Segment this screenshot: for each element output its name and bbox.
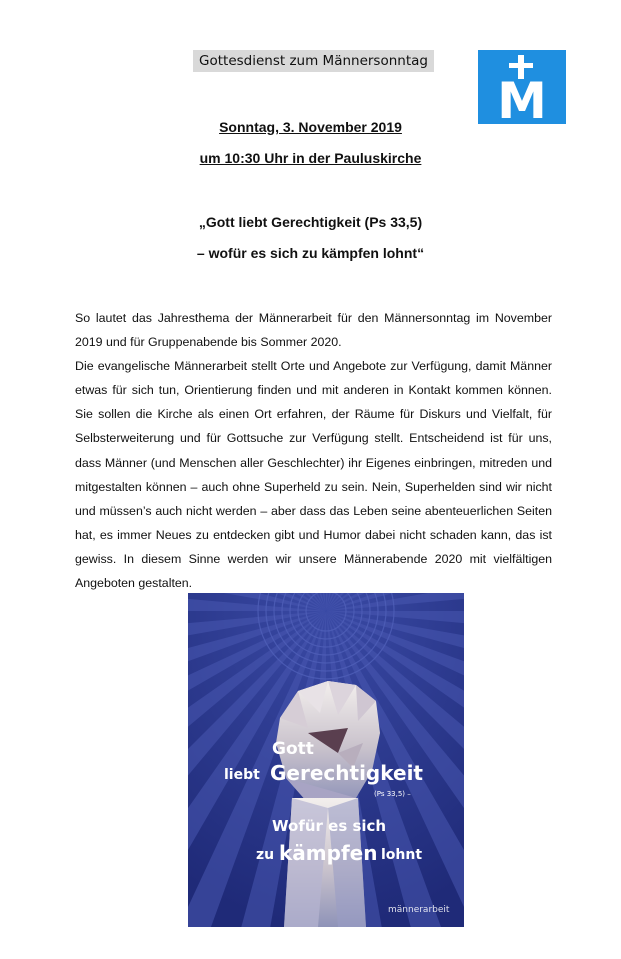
paragraph-2: Die evangelische Männerarbeit stellt Orte und Angebote zur Verfügung, damit Männer etwas für sich tun, Orientierung finden und mit anderen in Kontakt kommen können. Sie sollen die Kirche als einen Ort erfahren, der Räume für Diskurs und Vielfalt, für Selbsterweiterung und für Gottsuche zur Verfügung stellt. Entscheidend ist für uns, dass Männer (und Menschen aller Geschlechter) ihr Eigenes einbringen, mitreden und mitgestalten können – auch ohne Superheld zu sein. Nein, Superhelden sind wir nicht und müssen’s auch nicht werden – aber dass das Leben seine abenteuerlichen Seiten hat, es immer Neues zu entdecken gibt und Humor dabei nicht schaden kann, das ist gewiss. In diesem Sinne werden wir unsere Männerabende 2020 mit vielfältigen Angeboten gestalten. — [75, 359, 552, 591]
theme-line-1: „Gott liebt Gerechtigkeit (Ps 33,5) — [198, 214, 423, 230]
poster-graphic — [188, 593, 464, 927]
poster-liebt: liebt — [224, 767, 260, 783]
poster-kaempfen: kämpfen — [279, 841, 378, 865]
maennerarbeit-logo — [478, 50, 566, 124]
theme-line-2: – wofür es sich zu kämpfen lohnt“ — [196, 245, 425, 261]
poster-gerechtigkeit: Gerechtigkeit — [270, 761, 423, 785]
poster-gott: Gott — [272, 739, 314, 759]
page-title: Gottesdienst zum Männersonntag — [193, 50, 434, 72]
event-date: Sonntag, 3. November 2019 — [219, 119, 402, 135]
cross-m-logo-icon — [478, 50, 566, 124]
body-text — [75, 306, 552, 595]
poster-brand: männerarbeit — [388, 905, 450, 915]
paragraph-1: So lautet das Jahresthema der Männerarbeit für den Männersonntag im November 2019 und für Gruppenabende bis Sommer 2020. — [75, 311, 552, 350]
poster-lohnt: lohnt — [381, 847, 423, 863]
poster-zu: zu — [256, 847, 275, 863]
event-time-place: um 10:30 Uhr in der Pauluskirche — [199, 150, 422, 166]
poster-reference: (Ps 33,5) – — [374, 790, 411, 798]
logo-letter: M — [497, 72, 547, 124]
poster-wofuer: Wofür es sich — [272, 817, 387, 835]
theme-poster — [188, 593, 464, 927]
